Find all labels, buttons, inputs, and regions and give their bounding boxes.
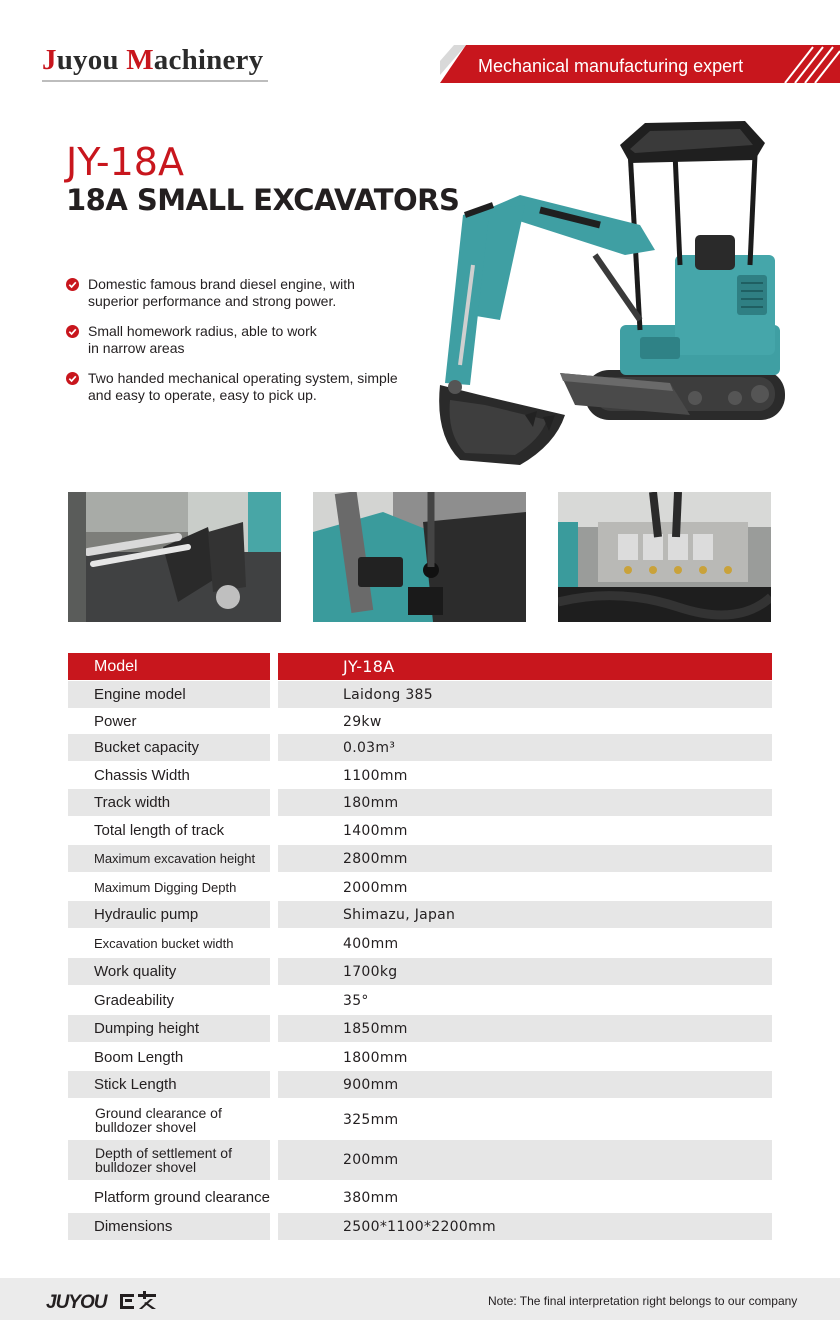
table-row: Dumping height 1850mm: [68, 1015, 772, 1042]
table-row: Boom Length 1800mm: [94, 1049, 408, 1066]
check-circle-icon: [66, 325, 79, 338]
table-row: Hydraulic pump Shimazu, Japan: [68, 901, 772, 928]
juyou-logo: [46, 1290, 158, 1312]
table-row: Platform ground clearance 380mm: [94, 1189, 399, 1206]
model-subtitle: 18A SMALL EXCAVATORS: [66, 183, 460, 217]
table-row: Maximum Digging Depth 2000mm: [94, 879, 408, 896]
table-row: Gradeability 35°: [94, 992, 369, 1009]
detail-photo-joystick: [313, 492, 526, 622]
table-row: Total length of track 1400mm: [94, 822, 408, 839]
tagline-text: Mechanical manufacturing expert: [478, 56, 744, 76]
feature-item: Small homework radius, able to work in narrow areas: [66, 323, 426, 357]
table-header-label: Model: [68, 653, 270, 680]
check-circle-icon: [66, 372, 79, 385]
model-title: JY-18A: [66, 140, 184, 184]
svg-text:JUYOU: JUYOU: [46, 1292, 107, 1312]
table-row: Bucket capacity 0.03m³: [68, 734, 772, 761]
table-row: Engine model Laidong 385: [68, 681, 772, 708]
footer-note: Note: The final interpretation right belongs to our company: [488, 1294, 798, 1308]
brand-underline: [42, 80, 268, 82]
feature-item: Two handed mechanical operating system, simple and easy to operate, easy to pick up.: [66, 370, 426, 404]
table-row: Work quality 1700kg: [68, 958, 772, 985]
detail-photo-hydraulic-valves: [558, 492, 771, 622]
detail-photo-controls: [68, 492, 281, 622]
check-circle-icon: [66, 278, 79, 291]
table-row: Ground clearance of bulldozer shovel 325mm: [95, 1105, 399, 1135]
feature-item: Domestic famous brand diesel engine, with superior performance and strong power.: [66, 276, 426, 310]
table-row: Power 29kw: [94, 713, 382, 730]
table-row: Depth of settlement of bulldozer shovel 200mm: [68, 1140, 772, 1180]
brand-name: Juyou Machinery: [42, 44, 264, 76]
table-row: Dimensions 2500*1100*2200mm: [68, 1213, 772, 1240]
table-row: Excavation bucket width 400mm: [94, 935, 399, 952]
table-row: Maximum excavation height 2800mm: [68, 845, 772, 872]
table-row: Chassis Width 1100mm: [94, 767, 408, 784]
table-header-row: [68, 653, 772, 680]
feature-list: [66, 276, 426, 417]
table-row: Track width 180mm: [68, 789, 772, 816]
excavator-photo: [425, 115, 800, 475]
table-header-value: JY-18A: [278, 653, 772, 680]
table-row: Stick Length 900mm: [68, 1071, 772, 1098]
